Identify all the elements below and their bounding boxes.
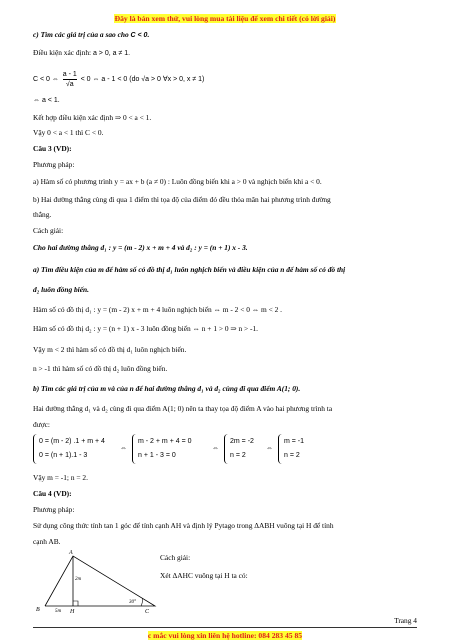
method-label-4: Phương pháp: <box>33 505 75 514</box>
part-a-heading: a) Tìm điều kiện của m để hàm số có đồ thị d₁ luôn nghịch biến và điều kiện của n để hàm số có đồ thị <box>33 265 346 274</box>
preview-banner: Đây là bản xem thử, vui lòng mua tài liệu để xem chi tiết (có lời giải) <box>114 14 336 23</box>
system-1: 0 = (m - 2) .1 + m + 4 0 = (n + 1).1 - 3 <box>39 438 105 459</box>
system-3: 2m = -2 n = 2 <box>230 438 254 459</box>
part-c-heading: c) Tìm các giá trị của a sao cho C < 0. <box>33 30 150 39</box>
footer-rule <box>33 627 417 628</box>
question-3-heading: Câu 3 (VD): <box>33 144 72 153</box>
brace-2 <box>132 434 137 464</box>
brace-1 <box>33 434 38 464</box>
conclusion-line: Vậy 0 < a < 1 thì C < 0. <box>33 128 104 137</box>
part-b-intro: Hai đường thẳng d₁ và d₂ cùng đi qua điểm A(1; 0) nên ta thay tọa độ điểm A vào hai phương trình ta <box>33 404 333 413</box>
label-B: B <box>36 607 40 613</box>
conclusion-n: n > -1 thì hàm số có đồ thị d₂ luôn đồng biến. <box>33 364 168 373</box>
system-2: m - 2 + m + 4 = 0 n + 1 - 3 = 0 <box>138 438 192 459</box>
equiv-1: ⇔ <box>120 445 127 452</box>
hotline-footer: c mắc vui lòng xin liên hệ hotline: 084 283 45 85 <box>147 631 303 640</box>
brace-3 <box>224 434 229 464</box>
combine-line: Kết hợp điều kiện xác định ⇒ 0 < a < 1. <box>33 113 152 122</box>
question-4-heading: Câu 4 (VD): <box>33 489 72 498</box>
part-b-heading: b) Tìm các giá trị của m và của n để hai đường thẳng d₁ và d₂ cùng đi qua điểm A(1; 0). <box>33 384 301 393</box>
label-angle: 30° <box>129 600 136 605</box>
label-C: C <box>145 609 150 614</box>
label-A: A <box>69 550 73 556</box>
part-a-heading-cont: d₂ luôn đồng biến. <box>33 285 89 294</box>
page-number: Trang 4 <box>394 616 417 625</box>
method-label: Phương pháp: <box>33 160 75 169</box>
solution-label-4: Cách giải: <box>160 553 191 562</box>
brace-4 <box>278 434 283 464</box>
part-b-intro-cont: được: <box>33 420 50 429</box>
d2-condition: Hàm số có đồ thị d₂ : y = (n + 1) x - 3 luôn đồng biến ⇔ n + 1 > 0 ⇒ n > -1. <box>33 324 259 333</box>
label-HB: 5m <box>55 609 62 614</box>
solution-label: Cách giải: <box>33 226 64 235</box>
given-lines: Cho hai đường thẳng d₁ : y = (m - 2) x + m + 4 và d₂ : y = (n + 1) x - 3. <box>33 243 248 252</box>
inequality-line: C < 0 ⇔ $\frac{a - 1}{√a}$ < 0 ⇔ a - 1 < 0 (do √a > 0 ∀x > 0, x ≠ 1) <box>33 71 205 88</box>
condition-line: Điều kiện xác định: a > 0, a ≠ 1. <box>33 48 131 57</box>
triangle-consider: Xét ΔAHC vuông tại H ta có: <box>160 571 248 580</box>
method-b-cont: thẳng. <box>33 210 52 219</box>
method-4: Sử dụng công thức tính tan 1 góc để tính cạnh AH và định lý Pytago trong ΔABH vuông tại H để tính <box>33 521 334 530</box>
method-a: a) Hàm số có phương trình y = ax + b (a ≠ 0) : Luôn đồng biến khi a > 0 và nghịch biến khi a < 0. <box>33 177 322 186</box>
triangle-diagram <box>33 548 158 614</box>
system-4: m = -1 n = 2 <box>284 438 305 459</box>
equiv-2: ⇔ <box>212 445 219 452</box>
equiv-3: ⇔ <box>266 445 273 452</box>
label-AH: 2m <box>75 577 82 582</box>
conclusion-m: Vậy m < 2 thì hàm số có đồ thị d₁ luôn nghịch biến. <box>33 345 187 354</box>
answer-line: Vậy m = -1; n = 2. <box>33 473 88 482</box>
method-b: b) Hai đường thẳng cùng đi qua 1 điểm thì tọa độ của điểm đó đều thỏa mãn hai phương trình đường <box>33 195 331 204</box>
label-H: H <box>70 609 75 614</box>
method-4-cont: cạnh AB. <box>33 537 61 546</box>
d1-condition: Hàm số có đồ thị d₁ : y = (m - 2) x + m + 4 luôn nghịch biến ⇔ m - 2 < 0 ⇔ m < 2 . <box>33 305 283 314</box>
result-line: ⇔ a < 1. <box>33 97 60 104</box>
